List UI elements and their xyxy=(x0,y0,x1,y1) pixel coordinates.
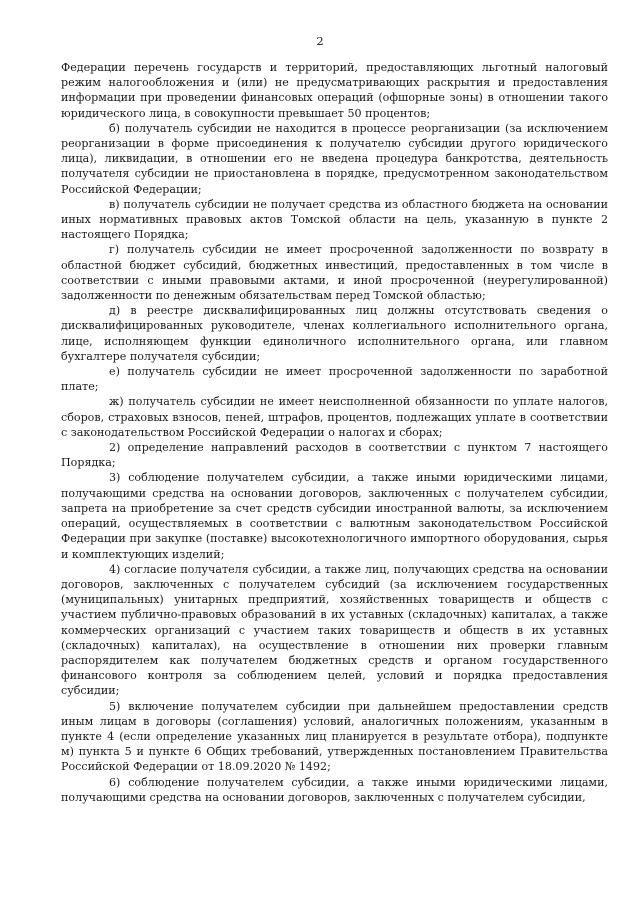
paragraph-item-d: д) в реестре дисквалифицированных лиц должны отсутствовать сведения о дисквалифицированных руководителе, членах коллегиального исполнительного органа, лице, исполняющем функции единоличного исполнительного органа, или главном бухгалтере получателя субсидии; xyxy=(61,304,608,363)
paragraph-item-b: б) получатель субсидии не находится в процессе реорганизации (за исключением реорганизации в форме присоединения к получателю субсидии другого юридического лица), ликвидации, в отношении его не введена процедура банкротства, деятельность получателя субсидии не приостановлена в порядке, предусмотренном законодательством Российской Федерации; xyxy=(61,121,608,196)
document-body xyxy=(61,60,608,805)
paragraph-item-6: 6) соблюдение получателем субсидии, а также иными юридическими лицами, получающими средства на основании договоров, заключенных с получателем субсидии, xyxy=(61,775,608,804)
paragraph-item-zh: ж) получатель субсидии не имеет неисполненной обязанности по уплате налогов, сборов, страховых взносов, пеней, штрафов, процентов, подлежащих уплате в соответствии с законодательством Российской Федерации о налогах и сборах; xyxy=(61,395,608,439)
paragraph-continuation: Федерации перечень государств и территорий, предоставляющих льготный налоговый режим налогообложения и (или) не предусматривающих раскрытия и предоставления информации при проведении финансовых операций (офшорные зоны) в отношении такого юридического лица, в совокупности превышает 50 процентов; xyxy=(61,61,608,120)
paragraph-item-5: 5) включение получателем субсидии при дальнейшем предоставлении средств иным лицам в договоры (соглашения) условий, аналогичных положениям, указанным в пункте 4 (если определение указанных лиц планируется в результате отбора), подпункте м) пункта 5 и пункте 6 Общих требований, утвержденных постановлением Правительства Российской Федерации от 18.09.2020 № 1492; xyxy=(61,699,608,774)
paragraph-item-3: 3) соблюдение получателем субсидии, а также иными юридическими лицами, получающими средства на основании договоров, заключенных с получателем субсидии, запрета на приобретение за счет средств субсидии иностранной валюты, за исключением операций, осуществляемых в соответствии с валютным законодательством Российской Федерации при закупке (поставке) высокотехнологичного импортного оборудования, сырья и комплектующих изделий; xyxy=(61,471,608,561)
paragraph-item-e: е) получатель субсидии не имеет просроченной задолженности по заработной плате; xyxy=(61,365,608,394)
page-number: 2 xyxy=(316,34,324,48)
paragraph-item-g: г) получатель субсидии не имеет просроченной задолженности по возврату в областной бюджет субсидий, бюджетных инвестиций, предоставленных в том числе в соответствии с иными правовыми актами, и иной просроченной (неурегулированной) задолженности по денежным обязательствам перед Томской областью; xyxy=(61,243,608,303)
paragraph-item-2: 2) определение направлений расходов в соответствии с пунктом 7 настоящего Порядка; xyxy=(61,441,608,470)
paragraph-item-4: 4) согласие получателя субсидии, а также лиц, получающих средства на основании договоров, заключенных с получателем субсидий (за исключением государственных (муниципальных) унитарных предприятий, хозяйственных товариществ и обществ с участием публично-правовых образований в их уставных (складочных) капиталах, а также коммерческих организаций с участием таких товариществ и обществ в их уставных (складочных) капиталах), на осуществление в отношении них проверки главным распорядителем как получателем бюджетных средств и органом государственного финансового контроля за соблюдением целей, условий и порядка предоставления субсидии; xyxy=(61,562,608,698)
paragraph-item-v: в) получатель субсидии не получает средства из областного бюджета на основании иных нормативных правовых актов Томской области на цель, указанную в пункте 2 настоящего Порядка; xyxy=(61,197,608,242)
